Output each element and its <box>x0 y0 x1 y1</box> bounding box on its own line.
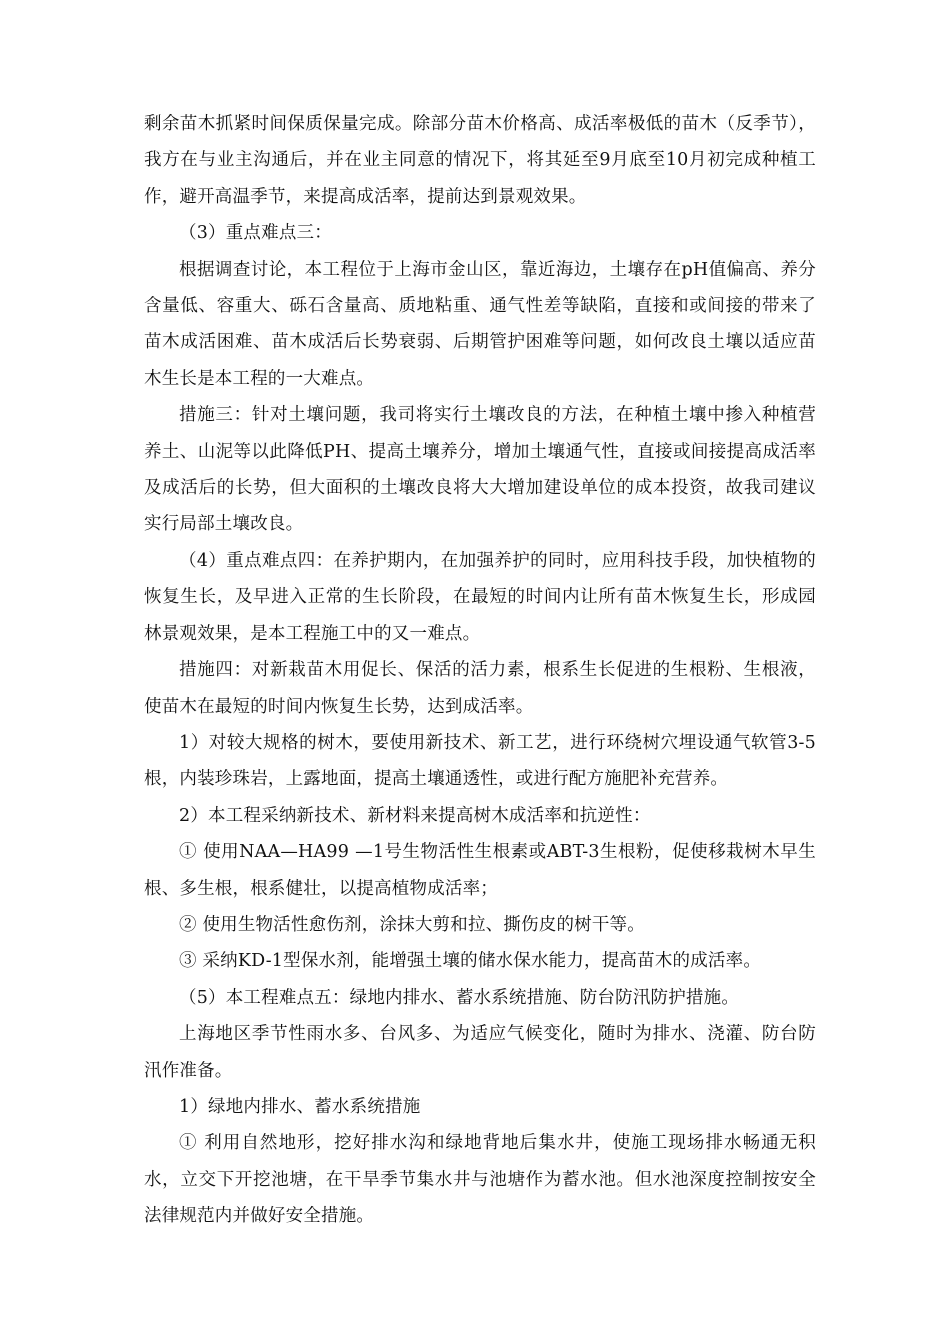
paragraph-difficulty-5: 上海地区季节性雨水多、台风多、为适应气候变化，随时为排水、浇灌、防台防汛作准备。 <box>144 1024 816 1081</box>
subheading-drainage: 1）绿地内排水、蓄水系统措施 <box>179 1096 421 1117</box>
list-subitem-3: ③ 采纳KD-1型保水剂，能增强土壤的储水保水能力，提高苗木的成活率。 <box>179 951 762 972</box>
list-subitem-1: ① 使用NAA—HA99 —1号生物活性生根素或ABT-3生根粉，促使移栽树木早生根、多生根，根系健壮，以提高植物成活率； <box>144 842 816 899</box>
heading-difficulty-3: （3）重点难点三： <box>179 223 332 244</box>
list-subitem-drainage-1: ① 利用自然地形，挖好排水沟和绿地背地后集水井，使施工现场排水畅通无积水，立交下开挖池塘，在干旱季节集水井与池塘作为蓄水池。但水池深度控制按安全法律规范内并做好安全措施。 <box>144 1133 816 1227</box>
paragraph-difficulty-4: （4）重点难点四：在养护期内，在加强养护的同时，应用科技手段，加快植物的恢复生长，及早进入正常的生长阶段，在最短的时间内让所有苗木恢复生长，形成园林景观效果，是本工程施工中的又一难点。 <box>144 550 816 644</box>
paragraph-difficulty-3: 根据调查讨论，本工程位于上海市金山区，靠近海边，土壤存在pH值偏高、养分含量低、容重大、砾石含量高、质地粘重、通气性差等缺陷，直接和或间接的带来了苗木成活困难、苗木成活后长势衰弱、后期管护困难等问题，如何改良土壤以适应苗木生长是本工程的一大难点。 <box>144 259 816 389</box>
heading-difficulty-5: （5）本工程难点五：绿地内排水、蓄水系统措施、防台防汛防护措施。 <box>179 987 740 1008</box>
list-item-1: 1）对较大规格的树木，要使用新技术、新工艺，进行环绕树穴埋设通气软管3-5根，内装珍珠岩，上露地面，提高土壤通透性，或进行配方施肥补充营养。 <box>144 732 816 790</box>
list-subitem-2: ② 使用生物活性愈伤剂，涂抹大剪和拉、撕伤皮的树干等。 <box>179 914 645 935</box>
paragraph-continuation: 剩余苗木抓紧时间保质保量完成。除部分苗木价格高、成活率极低的苗木（反季节），我方在与业主沟通后，并在业主同意的情况下，将其延至9月底至10月初完成种植工作，避开高温季节，来提高成活率，提前达到景观效果。 <box>144 114 816 207</box>
paragraph-measure-4: 措施四：对新栽苗木用促长、保活的活力素，根系生长促进的生根粉、生根液，使苗木在最短的时间内恢复生长势，达到成活率。 <box>144 660 816 717</box>
document-body <box>144 106 816 1235</box>
paragraph-measure-3: 措施三：针对土壤问题，我司将实行土壤改良的方法，在种植土壤中掺入种植营养土、山泥等以此降低PH、提高土壤养分，增加土壤通气性，直接或间接提高成活率及成活后的长势，但大面积的土壤改良将大大增加建设单位的成本投资，故我司建议实行局部土壤改良。 <box>144 405 816 535</box>
list-item-2: 2）本工程采纳新技术、新材料来提高树木成活率和抗逆性： <box>179 805 651 826</box>
